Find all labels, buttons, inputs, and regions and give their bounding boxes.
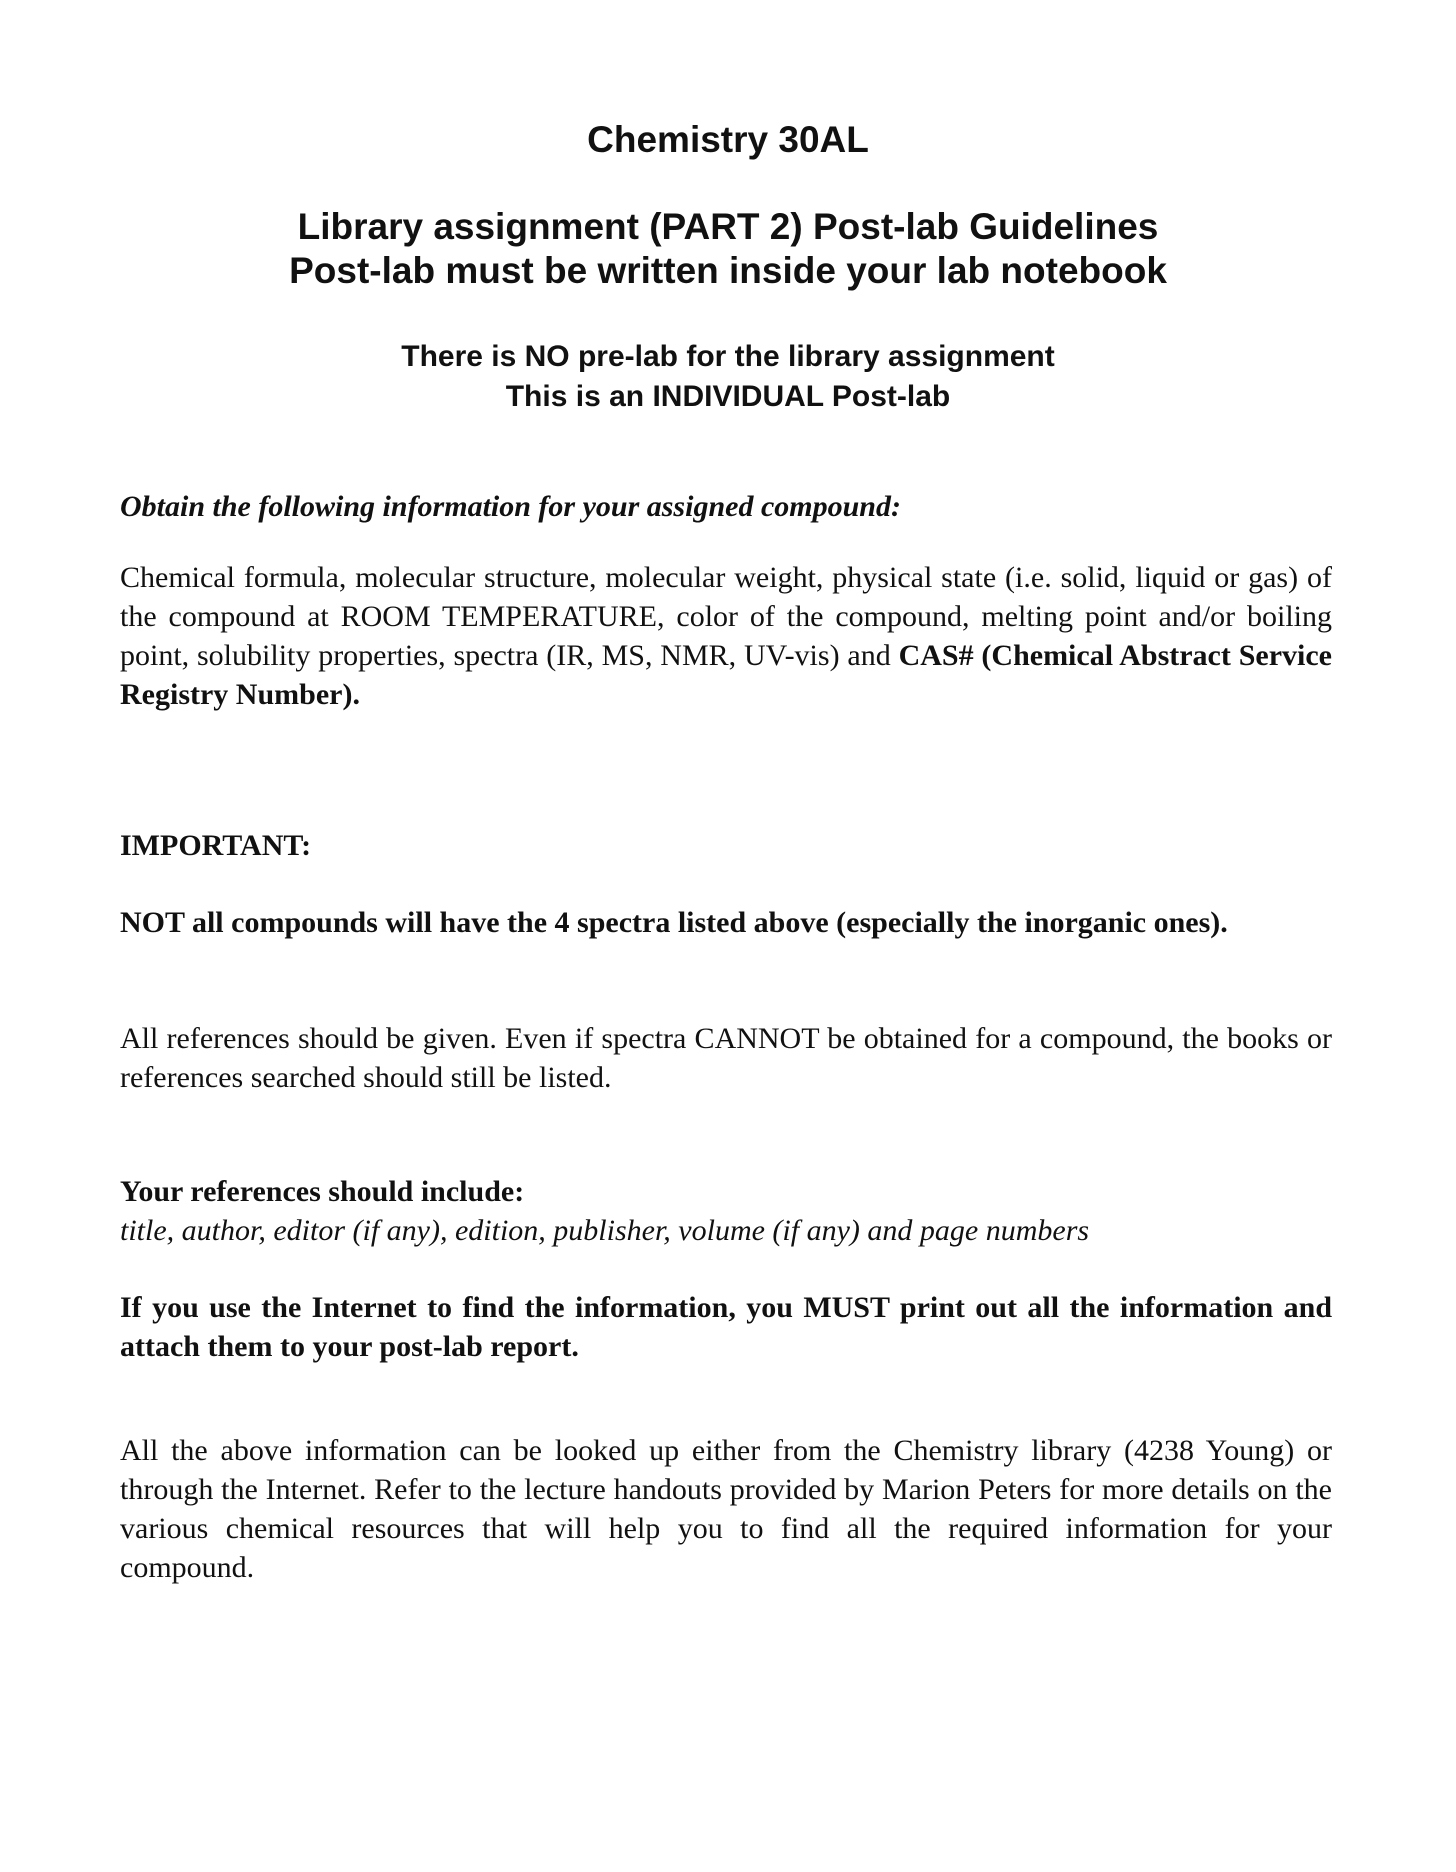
subheading-line-1: There is NO pre-lab for the library assignment [401,340,1055,373]
references-fields: title, author, editor (if any), edition, publisher, volume (if any) and page numbers [120,1214,1090,1247]
important-heading: IMPORTANT: [120,829,312,862]
spectra-notice: NOT all compounds will have the 4 spectra listed above (especially the inorganic ones). [120,906,1228,939]
library-paragraph: All the above information can be looked up either from the Chemistry library (4238 Young) or through the Internet. Refer to the lecture handouts provided by Marion Peters for more details on the various chemical resources that will help you to find all the required information for your compound. [120,1434,1332,1584]
assignment-heading-line-2: Post-lab must be written inside your lab notebook [289,250,1167,291]
chemical-info-text: Chemical formula, molecular structure, molecular weight, physical state (i.e. solid, liquid or gas) of the compound at ROOM TEMPERATURE, color of the compound, melting point and/or boiling point, solubility properties, spectra (IR, MS, NMR, UV-vis) and [120,561,1332,672]
references-heading: Your references should include: [120,1175,525,1208]
internet-notice: If you use the Internet to find the information, you MUST print out all the information and attach them to your post-lab report. [120,1291,1332,1363]
subheading-line-2: This is an INDIVIDUAL Post-lab [505,380,951,413]
chemical-info-paragraph [120,558,1332,714]
obtain-heading: Obtain the following information for your assigned compound: [120,490,901,523]
course-title: Chemistry 30AL [587,119,869,160]
assignment-subheading [0,337,1456,417]
references-paragraph: All references should be given. Even if spectra CANNOT be obtained for a compound, the books or references searched should still be listed. [120,1022,1332,1094]
cas-number-text: CAS# (Chemical Abstract Service Registry Number). [120,639,1332,711]
assignment-heading [0,205,1456,293]
assignment-heading-line-1: Library assignment (PART 2) Post-lab Guidelines [297,206,1159,247]
